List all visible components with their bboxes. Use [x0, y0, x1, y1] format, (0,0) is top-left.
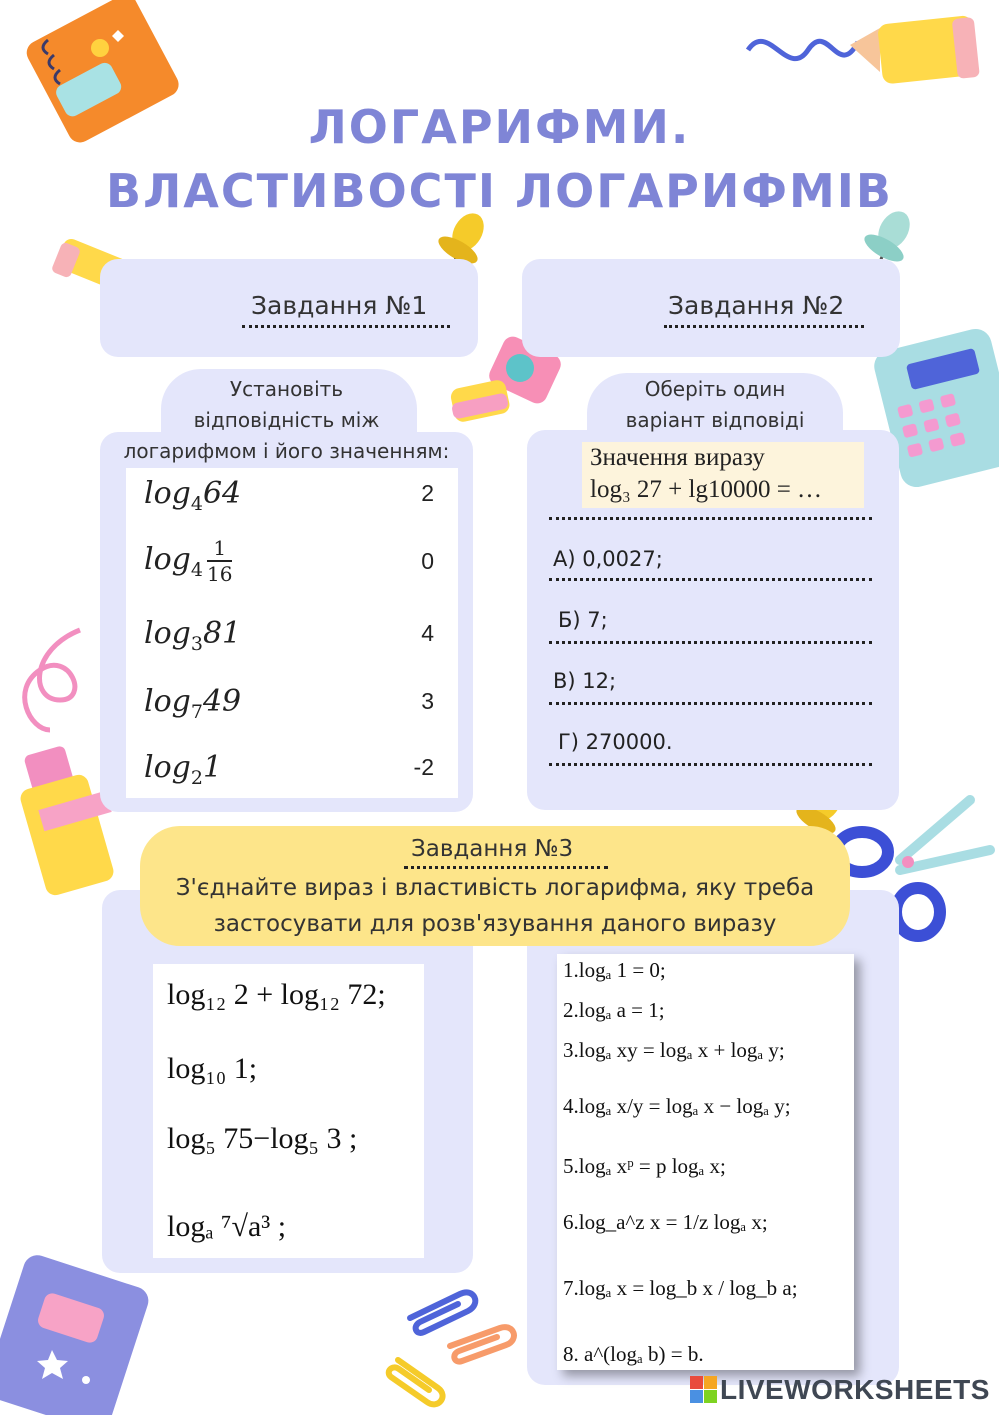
table-row[interactable] [126, 608, 456, 674]
expression-item[interactable]: logₐ ⁷√a³ ; [167, 1210, 287, 1243]
task2-instruction-line2: варіант відповіді [625, 408, 805, 432]
property-item[interactable]: 7.logₐ x = log_b x / log_b a; [563, 1276, 798, 1300]
option-b[interactable]: Б) 7; [558, 608, 608, 632]
page-title-line1: ЛОГАРИФМИ. [308, 100, 691, 154]
task1-instruction-line1: Установіть [229, 377, 344, 401]
task1-table [126, 468, 458, 798]
answer-line [549, 578, 872, 581]
task2-instruction-line1: Оберіть один [644, 377, 786, 401]
task3-heading-underline [404, 866, 608, 869]
task1-instruction-line2: відповідність між [193, 408, 380, 432]
task2-question [582, 442, 864, 508]
property-item[interactable]: 8. a^(logₐ b) = b. [563, 1342, 704, 1366]
task2-heading: Завдання №2 [668, 291, 845, 320]
book-icon [0, 1252, 152, 1415]
option-d[interactable]: Г) 270000. [558, 730, 673, 754]
table-row[interactable] [126, 676, 456, 742]
answer-line [549, 702, 872, 705]
log-value: -2 [413, 754, 434, 780]
answer-line[interactable] [549, 517, 872, 520]
pencil-icon [748, 15, 980, 85]
log-expression: $\log_381$ [144, 616, 242, 655]
property-item[interactable]: 1.logₐ 1 = 0; [563, 958, 666, 982]
log-value: 4 [421, 620, 434, 646]
log-value: 3 [421, 688, 434, 714]
expression-item[interactable]: log₅ 75−log₅ 3 ; [167, 1122, 358, 1155]
task2-question-line2: log₃ 27 + lg10000 = … [590, 476, 823, 503]
log-expression: $\log_464$ [144, 476, 242, 515]
log-value: 0 [421, 548, 434, 574]
task3-instruction-line1: З'єднайте вираз і властивість логарифма, яку треба [175, 875, 815, 901]
task1-heading: Завдання №1 [251, 291, 428, 320]
paperclip-icon [389, 1292, 514, 1404]
task1-heading-underline [242, 325, 450, 328]
property-item[interactable]: 5.logₐ xᵖ = p logₐ x; [563, 1154, 726, 1178]
task3-heading: Завдання №3 [411, 836, 574, 862]
answer-line [549, 763, 872, 766]
task3-instruction-line2: застосувати для розв'язування даного виразу [213, 911, 777, 937]
task2-heading-underline [664, 325, 864, 328]
task2-question-line1: Значення виразу [590, 444, 765, 471]
task3-instruction [140, 870, 850, 942]
task1-instruction [100, 374, 473, 467]
option-c[interactable]: В) 12; [553, 669, 617, 693]
expression-item[interactable]: log₁₂ 2 + log₁₂ 72; [167, 978, 386, 1011]
liveworksheets-logo-icon [690, 1376, 718, 1404]
table-row[interactable] [126, 534, 456, 600]
task3-expressions [153, 964, 424, 1258]
property-item[interactable]: 4.logₐ x/y = logₐ x − logₐ y; [563, 1094, 791, 1118]
log-expression: $\log_4$ $\frac{1}{16}$ [144, 536, 233, 586]
log-value: 2 [421, 480, 434, 506]
page-title-line2: ВЛАСТИВОСТІ ЛОГАРИФМІВ [106, 164, 893, 218]
task1-instruction-line3: логарифмом і його значенням: [123, 439, 450, 463]
property-item[interactable]: 6.log_a^z x = 1/z logₐ x; [563, 1210, 768, 1234]
log-expression: $\log_21$ [144, 750, 223, 789]
table-row[interactable] [126, 742, 456, 808]
task3-properties [557, 954, 854, 1370]
option-a[interactable]: А) 0,0027; [553, 547, 663, 571]
answer-line [549, 641, 872, 644]
property-item[interactable]: 2.logₐ a = 1; [563, 998, 665, 1022]
expression-item[interactable]: log₁₀ 1; [167, 1052, 258, 1085]
liveworksheets-brand[interactable]: LIVEWORKSHEETS [720, 1374, 990, 1405]
task2-instruction [587, 374, 843, 436]
property-item[interactable]: 3.logₐ xy = logₐ x + logₐ y; [563, 1038, 785, 1062]
table-row[interactable] [126, 468, 456, 534]
log-expression: $\log_749$ [144, 684, 242, 723]
